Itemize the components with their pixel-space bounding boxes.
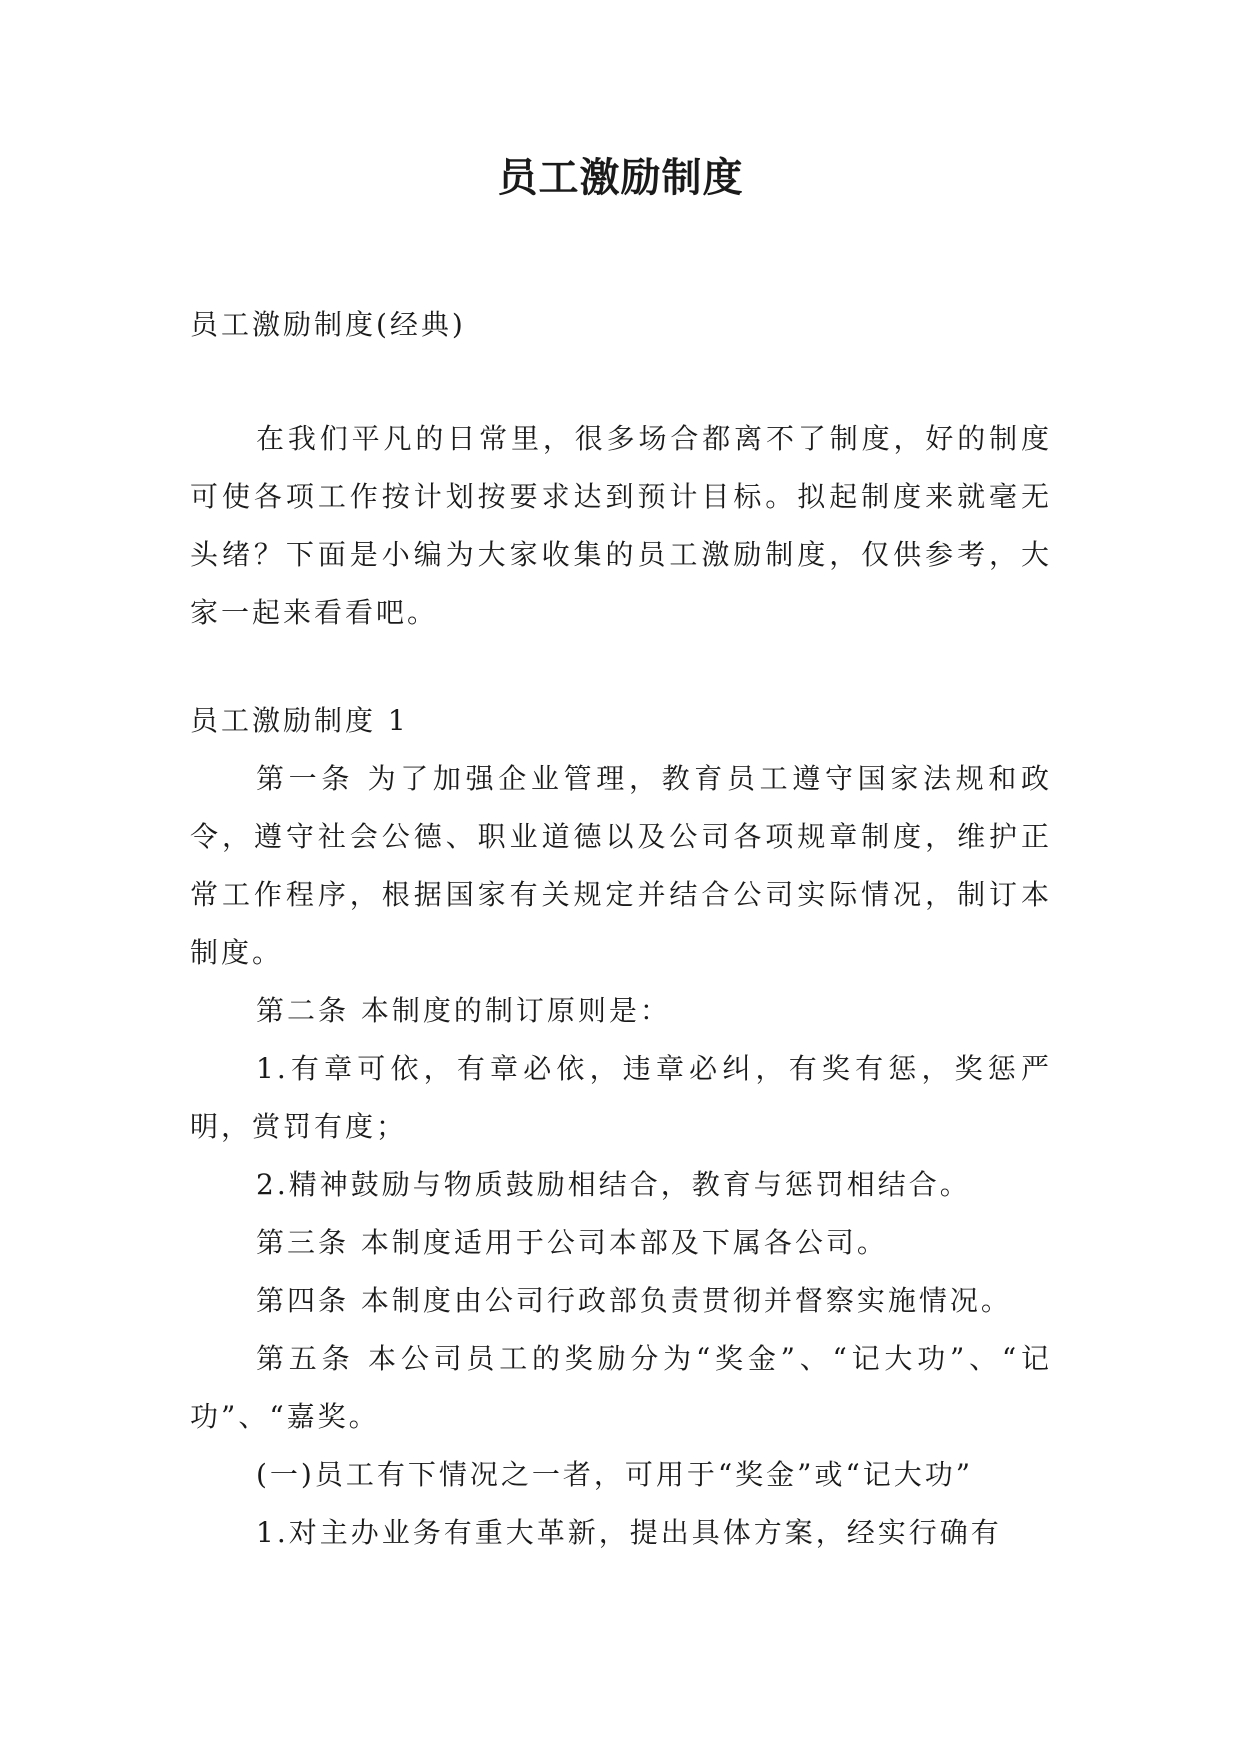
document-subtitle: 员工激励制度(经典) bbox=[190, 308, 466, 341]
section-heading: 员工激励制度 1 bbox=[190, 704, 409, 737]
paragraph-article-3: 第三条 本制度适用于公司本部及下属各公司。 bbox=[256, 1226, 888, 1259]
intro-paragraph: 在我们平凡的日常里，很多场合都离不了制度，好的制度可使各项工作按计划按要求达到预计目标。拟起制度来就毫无头绪？下面是小编为大家收集的员工激励制度，仅供参考，大家一起来看看吧。 bbox=[190, 422, 1052, 629]
paragraph-clause-1: (一)员工有下情况之一者，可用于“奖金”或“记大功” bbox=[256, 1458, 974, 1491]
paragraph-article-2: 第二条 本制度的制订原则是： bbox=[256, 994, 671, 1027]
paragraph-article-1: 第一条 为了加强企业管理，教育员工遵守国家法规和政令，遵守社会公德、职业道德以及公司各项规章制度，维护正常工作程序，根据国家有关规定并结合公司实际情况，制订本制度。 bbox=[190, 762, 1052, 969]
paragraph-principle-2: 2.精神鼓励与物质鼓励相结合，教育与惩罚相结合。 bbox=[256, 1168, 971, 1201]
document-body bbox=[190, 296, 1052, 1562]
paragraph-article-4: 第四条 本制度由公司行政部负责贯彻并督察实施情况。 bbox=[256, 1284, 1012, 1317]
paragraph-principle-1: 1.有章可依，有章必依，违章必纠，有奖有惩，奖惩严明，赏罚有度； bbox=[190, 1052, 1052, 1143]
paragraph-item-1: 1.对主办业务有重大革新，提出具体方案，经实行确有 bbox=[256, 1516, 1002, 1549]
paragraph-article-5: 第五条 本公司员工的奖励分为“奖金”、“记大功”、“记功”、“嘉奖。 bbox=[190, 1342, 1052, 1433]
document-title: 员工激励制度 bbox=[497, 155, 744, 201]
